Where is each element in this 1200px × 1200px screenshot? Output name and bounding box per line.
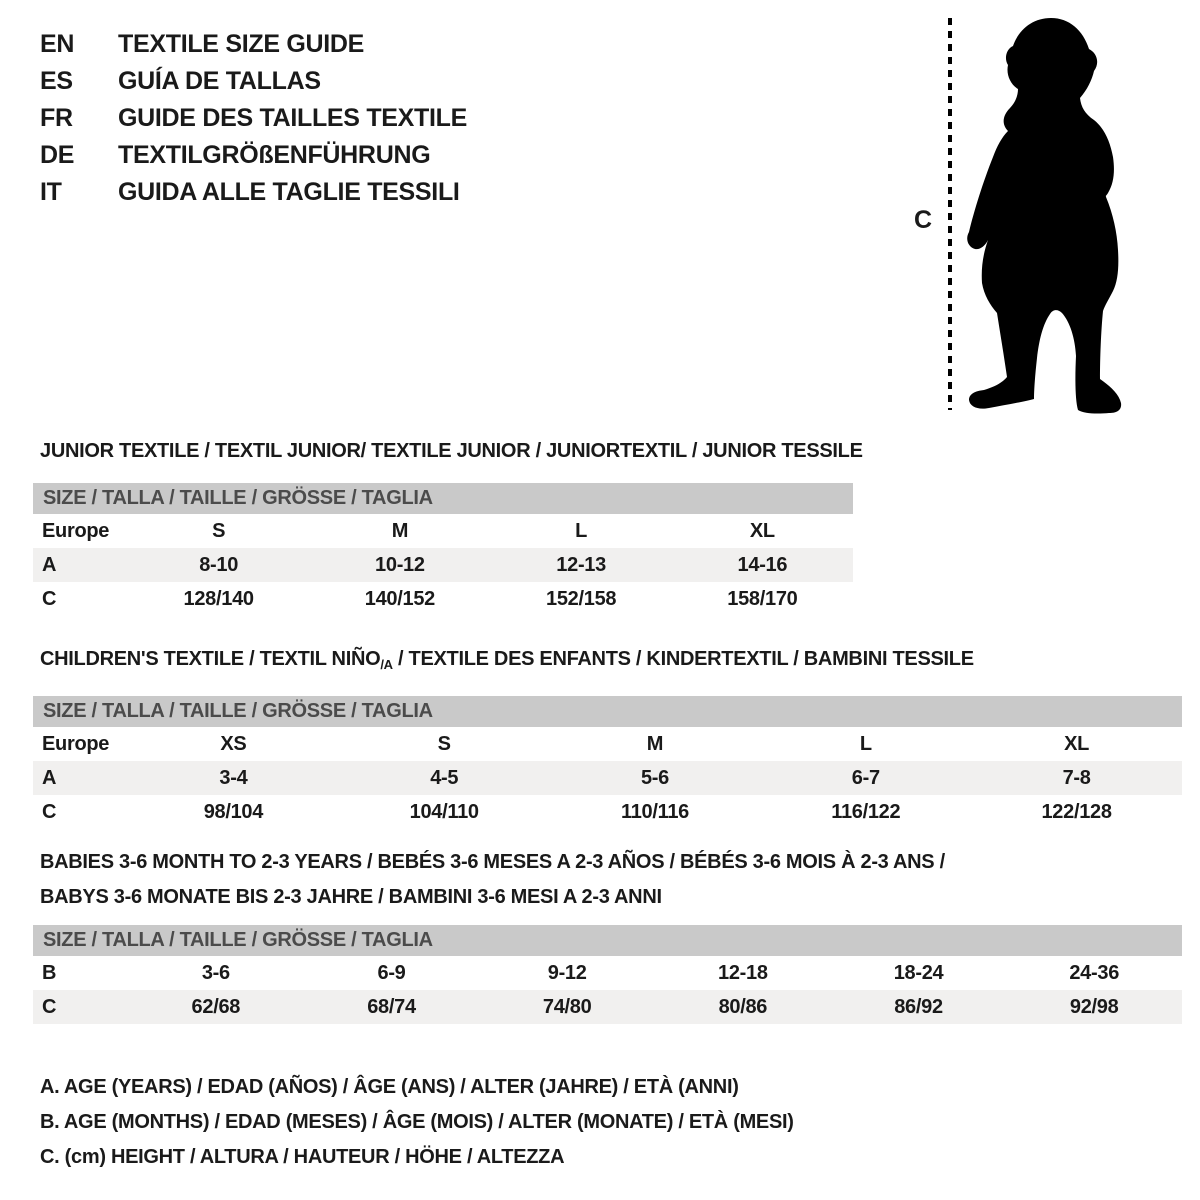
size-cell: 62/68: [191, 996, 241, 1018]
size-cell: 158/170: [727, 588, 798, 610]
size-table-header: SIZE / TALLA / TAILLE / GRÖSSE / TAGLIA: [33, 483, 853, 514]
row-label: C: [42, 801, 57, 823]
language-row: [40, 63, 467, 100]
toddler-silhouette-icon: [967, 18, 1121, 414]
height-measure-label: C: [914, 206, 932, 234]
section-babies: [33, 845, 1182, 1024]
size-table-header: SIZE / TALLA / TAILLE / GRÖSSE / TAGLIA: [33, 696, 1182, 727]
size-cell: 6-9: [377, 962, 406, 984]
size-cell: 3-4: [219, 767, 248, 789]
size-cell: 7-8: [1062, 767, 1091, 789]
size-cell: M: [391, 520, 409, 542]
size-cell: 80/86: [718, 996, 768, 1018]
language-code: IT: [40, 178, 62, 206]
size-cell: 110/116: [620, 801, 689, 823]
language-title: GUÍA DE TALLAS: [118, 67, 321, 95]
size-cell: 6-7: [851, 767, 880, 789]
row-label: C: [42, 588, 57, 610]
section-title-text: JUNIOR TEXTILE / TEXTIL JUNIOR/ TEXTILE JUNIOR / JUNIORTEXTIL / JUNIOR TESSILE: [40, 440, 863, 462]
size-cell: 68/74: [367, 996, 416, 1018]
size-cell: 10-12: [375, 554, 425, 576]
size-cell: M: [646, 733, 664, 755]
size-table: [33, 696, 1182, 829]
section-title-text: / TEXTILE DES ENFANTS / KINDERTEXTIL / BAMBINI TESSILE: [392, 648, 974, 670]
size-cell: 122/128: [1041, 801, 1112, 823]
legend-line: A. AGE (YEARS) / EDAD (AÑOS) / ÂGE (ANS) / ALTER (JAHRE) / ETÀ (ANNI): [40, 1076, 739, 1098]
height-figure: [900, 10, 1156, 428]
section-title: [33, 434, 863, 469]
size-cell: XL: [1064, 733, 1090, 755]
size-table: [33, 483, 853, 616]
size-cell: 74/80: [542, 996, 592, 1018]
size-cell: 104/110: [409, 801, 479, 823]
table-row: [33, 795, 1182, 829]
language-code: ES: [40, 67, 73, 95]
legend-line: B. AGE (MONTHS) / EDAD (MESES) / ÂGE (MOIS) / ALTER (MONATE) / ETÀ (MESI): [40, 1111, 794, 1133]
table-row: [33, 727, 1182, 761]
size-table: [33, 925, 1182, 1024]
size-cell: 12-13: [556, 554, 606, 576]
language-code: EN: [40, 30, 75, 58]
table-row: [33, 582, 853, 616]
size-cell: 128/140: [183, 588, 254, 610]
language-title: TEXTILGRÖßENFÜHRUNG: [118, 141, 431, 169]
language-row: [40, 137, 467, 174]
row-label: Europe: [42, 733, 110, 755]
size-cell: L: [859, 733, 872, 755]
size-cell: XS: [220, 733, 247, 755]
size-cell: L: [575, 520, 588, 542]
figure-graphic: [900, 10, 1156, 428]
section-title-text: CHILDREN'S TEXTILE / TEXTIL NIÑO: [40, 648, 381, 670]
table-row: [33, 514, 853, 548]
language-code: FR: [40, 104, 73, 132]
language-list: [40, 26, 467, 211]
language-row: [40, 26, 467, 63]
language-row: [40, 174, 467, 211]
language-title: TEXTILE SIZE GUIDE: [118, 30, 365, 58]
section-title-text: BABYS 3-6 MONATE BIS 2-3 JAHRE / BAMBINI 3-6 MESI A 2-3 ANNI: [40, 886, 662, 908]
language-title: GUIDA ALLE TAGLIE TESSILI: [118, 178, 460, 206]
language-title: GUIDE DES TAILLES TEXTILE: [118, 104, 468, 132]
language-row: [40, 100, 467, 137]
size-cell: 12-18: [718, 962, 768, 984]
size-cell: 24-36: [1069, 962, 1120, 984]
section-children: [33, 642, 1182, 829]
size-cell: S: [212, 520, 226, 542]
size-cell: 14-16: [737, 554, 788, 576]
size-cell: 86/92: [894, 996, 943, 1018]
size-cell: 3-6: [201, 962, 230, 984]
table-row: [33, 990, 1182, 1024]
size-cell: 98/104: [203, 801, 264, 823]
size-cell: S: [437, 733, 451, 755]
language-code: DE: [40, 141, 75, 169]
row-label: B: [42, 962, 57, 984]
size-cell: 18-24: [893, 962, 944, 984]
size-table-header: SIZE / TALLA / TAILLE / GRÖSSE / TAGLIA: [33, 925, 1182, 956]
size-cell: 8-10: [199, 554, 239, 576]
size-cell: 140/152: [364, 588, 435, 610]
size-cell: 4-5: [430, 767, 459, 789]
section-title-text: /A: [380, 657, 393, 672]
row-label: A: [42, 554, 57, 576]
size-cell: 92/98: [1069, 996, 1119, 1018]
size-cell: XL: [749, 520, 775, 542]
section-title-text: BABIES 3-6 MONTH TO 2-3 YEARS / BEBÉS 3-6 MESES A 2-3 AÑOS / BÉBÉS 3-6 MOIS À 2-3 ANS /: [40, 851, 945, 873]
size-cell: 5-6: [640, 767, 669, 789]
section-title: [33, 642, 1182, 682]
table-row: [33, 956, 1182, 990]
row-label: A: [42, 767, 57, 789]
size-cell: 116/122: [831, 801, 901, 823]
section-title: [33, 845, 1182, 880]
row-label: C: [42, 996, 57, 1018]
section-title: [33, 880, 1182, 915]
size-cell: 152/158: [546, 588, 617, 610]
legend: [40, 1070, 794, 1175]
size-cell: 9-12: [547, 962, 587, 984]
row-label: Europe: [42, 520, 110, 542]
section-junior: [33, 434, 863, 616]
legend-line: C. (cm) HEIGHT / ALTURA / HAUTEUR / HÖHE / ALTEZZA: [40, 1146, 565, 1168]
table-row: [33, 548, 853, 582]
table-row: [33, 761, 1182, 795]
